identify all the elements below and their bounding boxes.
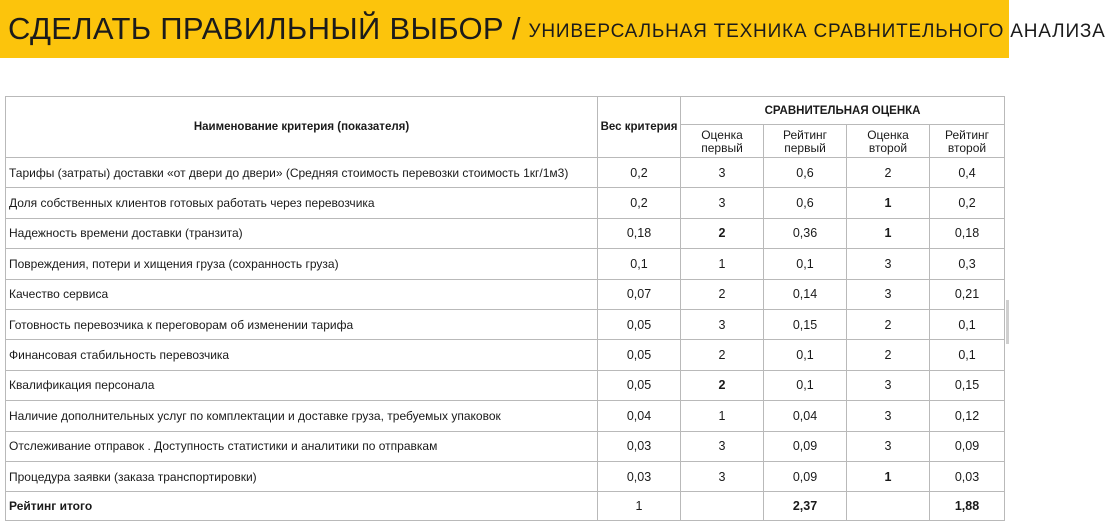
score1-cell: 2 xyxy=(681,279,764,309)
score1-cell: 3 xyxy=(681,431,764,461)
criterion-name: Тарифы (затраты) доставки «от двери до двери» (Средняя стоимость перевозки стоимость 1кг/1м3) xyxy=(6,158,598,188)
banner-subtitle: УНИВЕРСАЛЬНАЯ ТЕХНИКА СРАВНИТЕЛЬНОГО АНАЛИЗА xyxy=(528,21,1106,42)
criterion-name: Финансовая стабильность перевозчика xyxy=(6,340,598,370)
rating1-cell: 0,15 xyxy=(764,309,847,339)
rating1-cell: 0,09 xyxy=(764,461,847,491)
weight-cell: 0,07 xyxy=(598,279,681,309)
score2-cell: 3 xyxy=(847,431,930,461)
total-score2-empty xyxy=(847,492,930,521)
total-row xyxy=(6,492,1005,521)
score2-cell: 3 xyxy=(847,370,930,400)
rating2-cell: 0,18 xyxy=(930,218,1005,248)
total-rating1: 2,37 xyxy=(764,492,847,521)
weight-cell: 0,2 xyxy=(598,158,681,188)
weight-cell: 0,18 xyxy=(598,218,681,248)
weight-cell: 0,04 xyxy=(598,401,681,431)
rating2-cell: 0,21 xyxy=(930,279,1005,309)
score1-cell: 3 xyxy=(681,309,764,339)
table-row xyxy=(6,218,1005,248)
criterion-name: Наличие дополнительных услуг по комплектации и доставке груза, требуемых упаковок xyxy=(6,401,598,431)
table-row xyxy=(6,279,1005,309)
rating2-cell: 0,03 xyxy=(930,461,1005,491)
table-row xyxy=(6,370,1005,400)
rating2-cell: 0,2 xyxy=(930,188,1005,218)
table-row xyxy=(6,461,1005,491)
table-row xyxy=(6,340,1005,370)
score2-cell: 2 xyxy=(847,340,930,370)
edge-divider xyxy=(1006,300,1009,344)
title-banner xyxy=(0,0,1106,58)
comparison-table xyxy=(5,96,1005,521)
score2-cell: 2 xyxy=(847,158,930,188)
score1-cell: 2 xyxy=(681,370,764,400)
total-weight: 1 xyxy=(598,492,681,521)
score1-cell: 3 xyxy=(681,461,764,491)
score2-cell: 3 xyxy=(847,279,930,309)
rating2-cell: 0,4 xyxy=(930,158,1005,188)
criterion-name: Готовность перевозчика к переговорам об изменении тарифа xyxy=(6,309,598,339)
score1-cell: 1 xyxy=(681,401,764,431)
weight-cell: 0,05 xyxy=(598,370,681,400)
weight-cell: 0,05 xyxy=(598,340,681,370)
weight-cell: 0,2 xyxy=(598,188,681,218)
criterion-name: Доля собственных клиентов готовых работать через перевозчика xyxy=(6,188,598,218)
rating2-cell: 0,1 xyxy=(930,340,1005,370)
score1-cell: 3 xyxy=(681,158,764,188)
total-score1-empty xyxy=(681,492,764,521)
rating1-header: Рейтинг первый xyxy=(764,125,847,158)
score1-header: Оценка первый xyxy=(681,125,764,158)
rating2-cell: 0,15 xyxy=(930,370,1005,400)
score1-cell: 2 xyxy=(681,218,764,248)
rating1-cell: 0,04 xyxy=(764,401,847,431)
weight-cell: 0,03 xyxy=(598,431,681,461)
rating2-cell: 0,09 xyxy=(930,431,1005,461)
criterion-name: Квалификация персонала xyxy=(6,370,598,400)
score2-cell: 1 xyxy=(847,188,930,218)
rating1-cell: 0,6 xyxy=(764,158,847,188)
rating1-cell: 0,36 xyxy=(764,218,847,248)
rating1-cell: 0,1 xyxy=(764,340,847,370)
rating1-cell: 0,09 xyxy=(764,431,847,461)
rating1-cell: 0,14 xyxy=(764,279,847,309)
table-row xyxy=(6,431,1005,461)
score1-cell: 1 xyxy=(681,249,764,279)
rating1-cell: 0,1 xyxy=(764,249,847,279)
comparison-group-header: СРАВНИТЕЛЬНАЯ ОЦЕНКА xyxy=(681,97,1005,125)
rating1-cell: 0,1 xyxy=(764,370,847,400)
table-row xyxy=(6,158,1005,188)
weight-cell: 0,03 xyxy=(598,461,681,491)
score2-cell: 1 xyxy=(847,218,930,248)
rating2-cell: 0,3 xyxy=(930,249,1005,279)
banner-title: СДЕЛАТЬ ПРАВИЛЬНЫЙ ВЫБОР xyxy=(8,11,504,46)
criterion-name: Качество сервиса xyxy=(6,279,598,309)
weight-header: Вес критерия xyxy=(598,97,681,158)
score1-cell: 3 xyxy=(681,188,764,218)
criterion-name: Процедура заявки (заказа транспортировки) xyxy=(6,461,598,491)
table-row xyxy=(6,401,1005,431)
criterion-header: Наименование критерия (показателя) xyxy=(6,97,598,158)
total-rating2: 1,88 xyxy=(930,492,1005,521)
total-label: Рейтинг итого xyxy=(6,492,598,521)
score2-cell: 3 xyxy=(847,401,930,431)
score2-cell: 1 xyxy=(847,461,930,491)
criterion-name: Отслеживание отправок . Доступность статистики и аналитики по отправкам xyxy=(6,431,598,461)
weight-cell: 0,05 xyxy=(598,309,681,339)
score2-cell: 2 xyxy=(847,309,930,339)
rating2-cell: 0,12 xyxy=(930,401,1005,431)
score2-cell: 3 xyxy=(847,249,930,279)
banner-separator: / xyxy=(511,11,521,46)
criterion-name: Повреждения, потери и хищения груза (сохранность груза) xyxy=(6,249,598,279)
score1-cell: 2 xyxy=(681,340,764,370)
weight-cell: 0,1 xyxy=(598,249,681,279)
rating1-cell: 0,6 xyxy=(764,188,847,218)
table-row xyxy=(6,309,1005,339)
rating2-header: Рейтинг второй xyxy=(930,125,1005,158)
score2-header: Оценка второй xyxy=(847,125,930,158)
criterion-name: Надежность времени доставки (транзита) xyxy=(6,218,598,248)
table-row xyxy=(6,188,1005,218)
rating2-cell: 0,1 xyxy=(930,309,1005,339)
table-row xyxy=(6,249,1005,279)
